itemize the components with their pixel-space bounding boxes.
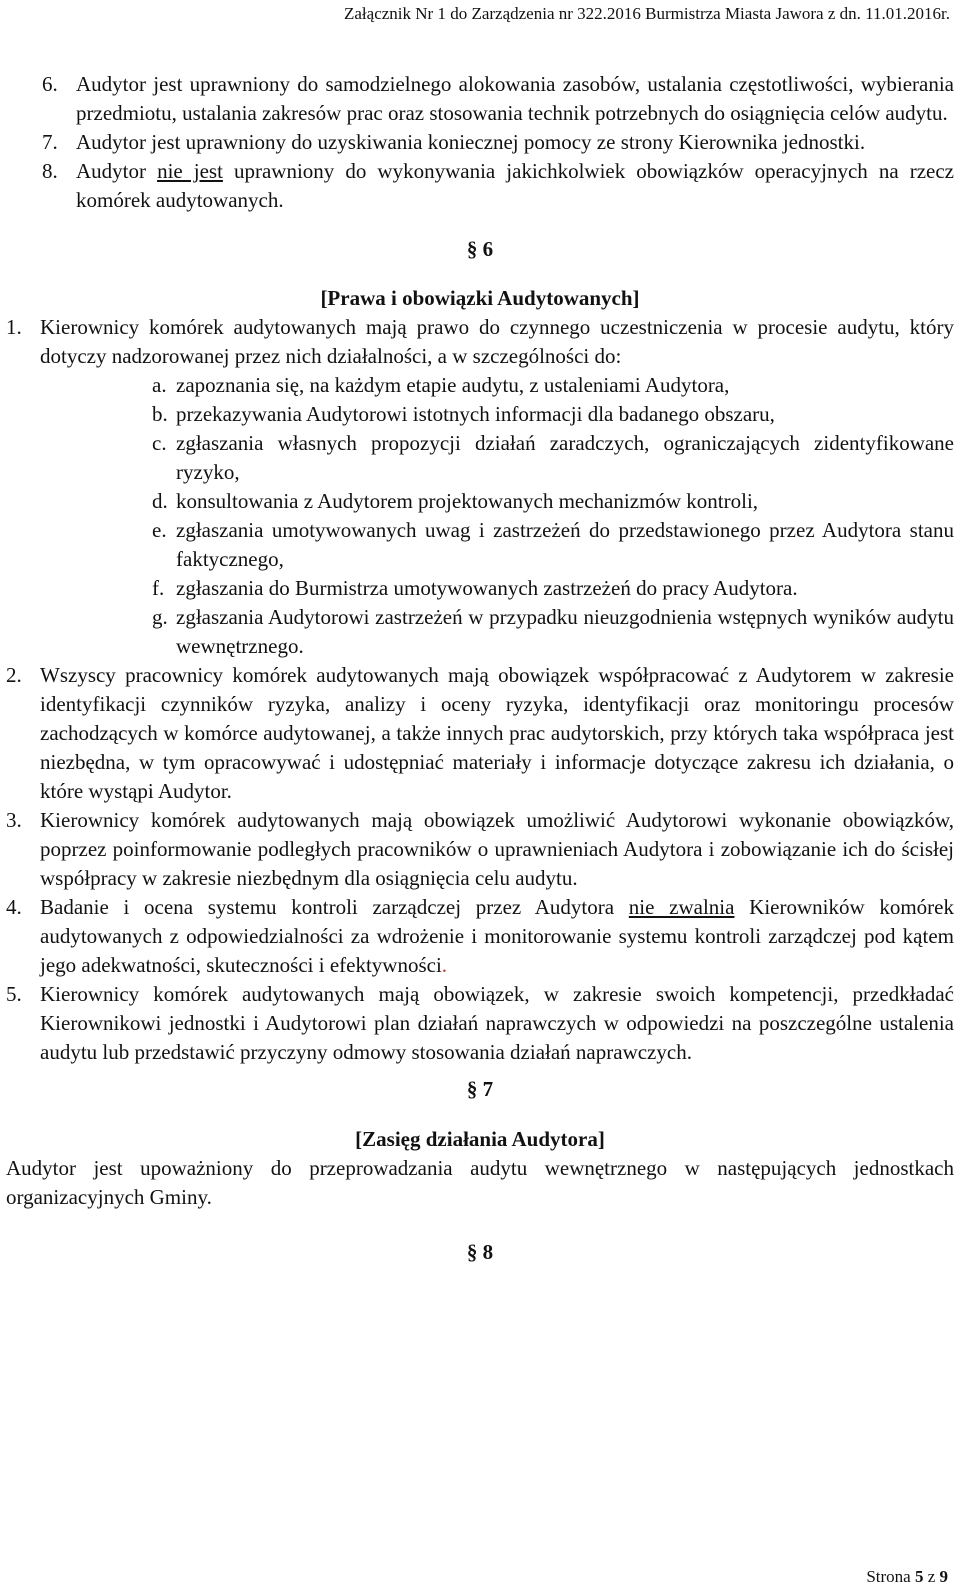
footer-label: Strona bbox=[866, 1567, 911, 1586]
sub-item-letter: e. bbox=[152, 518, 167, 542]
list-item bbox=[6, 661, 954, 806]
sub-item-text: zgłaszania do Burmistrza umotywowanych zastrzeżeń do pracy Audytora. bbox=[176, 576, 798, 600]
sub-item-letter: b. bbox=[152, 402, 168, 426]
sub-list-item bbox=[6, 516, 954, 574]
sub-item-text: zapoznania się, na każdym etapie audytu, z ustaleniami Audytora, bbox=[176, 373, 730, 397]
list-item bbox=[6, 980, 954, 1067]
section-symbol: § 6 bbox=[466, 237, 494, 261]
underlined-text: nie zwalnia bbox=[628, 895, 735, 919]
list-item bbox=[6, 313, 954, 371]
item-number: 4. bbox=[6, 895, 22, 919]
sub-item-text: zgłaszania Audytorowi zastrzeżeń w przypadku nieuzgodnienia wstępnych wyników audytu wewnętrznego. bbox=[176, 605, 954, 658]
page-header: Załącznik Nr 1 do Zarządzenia nr 322.2016 Burmistrza Miasta Jawora z dn. 11.01.2016r. bbox=[344, 4, 950, 23]
item-number: 5. bbox=[6, 982, 22, 1006]
sub-list-item bbox=[6, 400, 954, 429]
red-period: . bbox=[441, 953, 448, 977]
page-total: 9 bbox=[939, 1567, 948, 1586]
sub-item-letter: a. bbox=[152, 373, 167, 397]
sub-list-item bbox=[6, 429, 954, 487]
item-text: Wszyscy pracownicy komórek audytowanych mają obowiązek współpracować z Audytorem w zakresie identyfikacji czynników ryzyka, analizy i oceny ryzyka, identyfikacji oraz monitoringu procesów zachodzących w komórce audytowanej, a także innych prac audytorskich, przy których taka współpraca jest niezbędna, w tym opracowywać i udostępniać materiały i informacje dotyczące zakresu ich działania, o które wystąpi Audytor. bbox=[40, 663, 954, 803]
section-symbol: § 7 bbox=[466, 1077, 494, 1101]
sub-item-letter: d. bbox=[152, 489, 168, 513]
item-number: 2. bbox=[6, 663, 22, 687]
sub-item-letter: g. bbox=[152, 605, 168, 629]
document-body bbox=[6, 70, 954, 1267]
text-segment: uprawniony do wykonywania jakichkolwiek obowiązków operacyjnych na rzecz komórek audytowanych. bbox=[76, 159, 954, 212]
item-text: Kierownicy komórek audytowanych mają prawo do czynnego uczestniczenia w procesie audytu, który dotyczy nadzorowanej przez nich działalności, a w szczególności do: bbox=[40, 315, 954, 368]
section-title: [Prawa i obowiązki Audytowanych] bbox=[320, 286, 640, 310]
sub-list-item bbox=[6, 371, 954, 400]
text-segment: Badanie i ocena systemu kontroli zarządczej przez Audytora bbox=[40, 895, 629, 919]
sub-list-item bbox=[6, 603, 954, 661]
item-number: 1. bbox=[6, 315, 22, 339]
list-item bbox=[6, 893, 954, 980]
item-text: Audytor jest uprawniony do uzyskiwania koniecznej pomocy ze strony Kierownika jednostki. bbox=[76, 130, 866, 154]
text-segment: Audytor bbox=[76, 159, 158, 183]
sub-item-letter: f. bbox=[152, 576, 165, 600]
sub-item-letter: c. bbox=[152, 431, 167, 455]
list-item bbox=[6, 128, 954, 157]
section-symbol: § 8 bbox=[466, 1240, 494, 1264]
sub-item-text: przekazywania Audytorowi istotnych informacji dla badanego obszaru, bbox=[176, 402, 775, 426]
footer-of: z bbox=[927, 1567, 936, 1586]
item-number: 7. bbox=[42, 130, 58, 154]
sub-list-item bbox=[6, 574, 954, 603]
paragraph: Audytor jest upoważniony do przeprowadzania audytu wewnętrznego w następujących jednostkach organizacyjnych Gminy. bbox=[6, 1156, 954, 1209]
underlined-text: nie jest bbox=[157, 159, 223, 183]
list-item bbox=[6, 70, 954, 128]
sub-item-text: konsultowania z Audytorem projektowanych mechanizmów kontroli, bbox=[176, 489, 759, 513]
item-text: Kierownicy komórek audytowanych mają obowiązek umożliwić Audytorowi wykonanie obowiązków, poprzez poinformowanie podległych pracowników o uprawnieniach Audytora i zobowiązanie ich do ścisłej współpracy w zakresie niezbędnym dla osiągnięcia celu audytu. bbox=[40, 808, 954, 890]
section-title: [Zasięg działania Audytora] bbox=[355, 1127, 605, 1151]
item-number: 3. bbox=[6, 808, 22, 832]
sub-item-text: zgłaszania własnych propozycji działań zaradczych, ograniczających zidentyfikowane ryzyko, bbox=[176, 431, 954, 484]
page-number: 5 bbox=[914, 1567, 924, 1586]
item-text: Audytor jest uprawniony do samodzielnego alokowania zasobów, ustalania częstotliwości, wybierania przedmiotu, ustalania zakresów prac oraz stosowania technik potrzebnych do osiągnięcia celów audytu. bbox=[76, 72, 954, 125]
item-number: 8. bbox=[42, 159, 58, 183]
sub-list-item bbox=[6, 487, 954, 516]
text-segment: Kierowników komórek audytowanych z odpowiedzialności za wdrożenie i monitorowanie systemu kontroli zarządczej pod kątem jego adekwatności, skuteczności i efektywności bbox=[40, 895, 954, 977]
item-text bbox=[40, 893, 954, 980]
list-item bbox=[6, 806, 954, 893]
list-item bbox=[6, 157, 954, 215]
item-number: 6. bbox=[42, 72, 58, 96]
item-text bbox=[76, 157, 954, 215]
item-text: Kierownicy komórek audytowanych mają obowiązek, w zakresie swoich kompetencji, przedkładać Kierownikowi jednostki i Audytorowi plan działań naprawczych w odpowiedzi na poszczególne ustalenia audytu lub przedstawić przyczyny odmowy stosowania działań naprawczych. bbox=[40, 982, 954, 1064]
page-footer bbox=[866, 1567, 948, 1587]
sub-item-text: zgłaszania umotywowanych uwag i zastrzeżeń do przedstawionego przez Audytora stanu faktycznego, bbox=[176, 518, 954, 571]
